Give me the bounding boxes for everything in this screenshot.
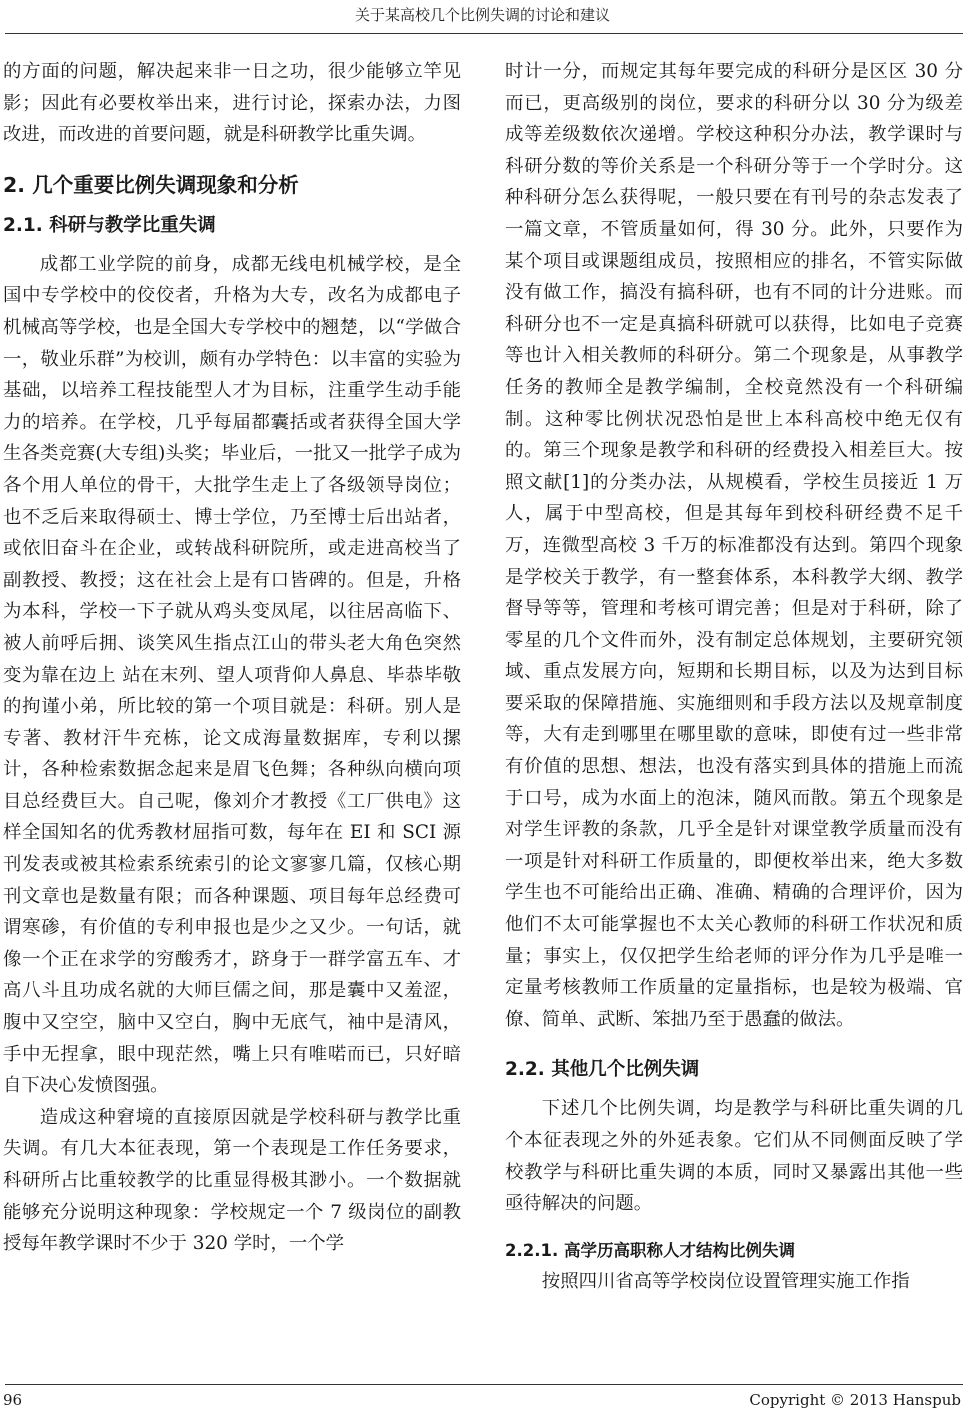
body-paragraph: 造成这种窘境的直接原因就是学校科研与教学比重失调。有几大本征表现，第一个表现是工作任务要求，科研所占比重较教学的比重显得极其渺小。一个数据就能够充分说明这种现象：学校规定一个 7 级岗位的副教授每年教学课时不少于 320 学时，一个学 [3, 1106, 461, 1255]
right-column [505, 56, 963, 1297]
section-2-2-heading: 2.2. 其他几个比例失调 [505, 1059, 700, 1081]
intro-paragraph: 的方面的问题，解决起来非一日之功，很少能够立竿见影；因此有必要枚举出来，进行讨论，探索办法，力图改进，而改进的首要问题，就是科研教学比重失调。 [3, 61, 461, 146]
body-paragraph: 成都工业学院的前身，成都无线电机械学校，是全国中专学校中的佼佼者，升格为大专，改名为成都电子机械高等学校，也是全国大专学校中的翘楚，以“学做合一，敬业乐群”为校训，颇有办学特色：以丰富的实验为基础，以培养工程技能型人才为目标，注重学生动手能力的培养。在学校，几乎每届都囊括或者获得全国大学生各类竞赛(大专组)头奖；毕业后，一批又一批学子成为各个用人单位的骨干，大批学生走上了各级领导岗位；也不乏后来取得硕士、博士学位，乃至博士后出站者，或依旧奋斗在企业，或转战科研院所，或走进高校当了副教授、教授；这在社会上是有口皆碑的。但是，升格为本科，学校一下子就从鸡头变凤尾，以往居高临下、被人前呼后拥、谈笑风生指点江山的带头老大角色突然变为靠在边上 站在末列、望人项背仰人鼻息、毕恭毕敬的拘谨小弟，所比较的第一个项目就是：科研。别人是专著、教材汗牛充栋，论文成海量数据库，专利以摞计，各种检索数据念起来是眉飞色舞；各种纵向横向项目总经费巨大。自己呢，像刘介才教授《工厂供电》这样全国知名的优秀教材屈指可数，每年在 EI 和 SCI 源刊发表或被其检索系统索引的论文寥寥几篇，仅核心期刊文章也是数量有限；而各种课题、项目每年总经费可谓寒碜，有价值的专利申报也是少之又少。一句话，就像一个正在求学的穷酸秀才，跻身于一群学富五车、才高八斗且功成名就的大师巨儒之间，那是囊中又羞涩，腹中又空空，脑中又空白，胸中无底气，袖中是清风，手中无捏拿，眼中现茫然，嘴上只有唯喏而已，只好暗自下决心发愤图强。 [3, 253, 461, 1097]
section-2-heading: 2. 几个重要比例失调现象和分析 [3, 172, 299, 197]
header-rule [5, 33, 963, 34]
body-paragraph: 时计一分，而规定其每年要完成的科研分是区区 30 分而已，更高级别的岗位，要求的科研分以 30 分为级差成等差级数依次递增。学校这种积分办法，教学课时与科研分数的等价关系是一个科研分等于一个学时分。这种科研分怎么获得呢，一般只要在有刊号的杂志发表了一篇文章，不管质量如何，得 30 分。此外，只要作为某个项目或课题组成员，按照相应的排名，不管实际做没有做工作，搞没有搞科研，也有不同的计分进账。而科研分也不一定是真搞科研就可以获得，比如电子竞赛等也计入相关教师的科研分。第二个现象是，从事教学任务的教师全是教学编制，全校竟然没有一个科研编制。这种零比例状况恐怕是世上本科高校中绝无仅有的。第三个现象是教学和科研的经费投入相差巨大。按照文献[1]的分类办法，从规模看，学校生员接近 1 万人，属于中型高校，但是其每年到校科研经费不足千万，连微型高校 3 千万的标准都没有达到。第四个现象是学校关于教学，有一整套体系，本科教学大纲、教学督导等等，管理和考核可谓完善；但是对于科研，除了零星的几个文件而外，没有制定总体规划，主要研究领域、重点发展方向，短期和长期目标，以及为达到目标要采取的保障措施、实施细则和手段方法以及规章制度等，大有走到哪里在哪里歇的意味，即使有过一些非常有价值的思想、想法，也没有落实到具体的措施上而流于口号，成为水面上的泡沫，随风而散。第五个现象是对学生评教的条款，几乎全是针对课堂教学质量而没有一项是针对科研工作质量的，即便枚举出来，绝大多数学生也不可能给出正确、准确、精确的合理评价，因为他们不太可能掌握也不太关心教师的科研工作状况和质量；事实上，仅仅把学生给老师的评分作为几乎是唯一定量考核教师工作质量的定量指标，也是较为极端、官僚、简单、武断、笨拙乃至于愚蠢的做法。 [505, 61, 963, 1030]
section-2-2-1-heading: 2.2.1. 高学历高职称人才结构比例失调 [505, 1240, 795, 1260]
body-paragraph: 下述几个比例失调，均是教学与科研比重失调的几个本征表现之外的外延表象。它们从不同侧面反映了学校教学与科研比重失调的本质，同时又暴露出其他一些亟待解决的问题。 [505, 1098, 963, 1215]
page-number: 96 [3, 1391, 23, 1409]
footer-rule [5, 1384, 963, 1385]
copyright-notice: Copyright © 2013 Hanspub [749, 1391, 961, 1409]
running-title: 关于某高校几个比例失调的讨论和建议 [354, 6, 610, 24]
section-2-1-heading: 2.1. 科研与教学比重失调 [3, 214, 216, 236]
body-paragraph: 按照四川省高等学校岗位设置管理实施工作指 [541, 1270, 910, 1292]
left-column [3, 56, 461, 1260]
